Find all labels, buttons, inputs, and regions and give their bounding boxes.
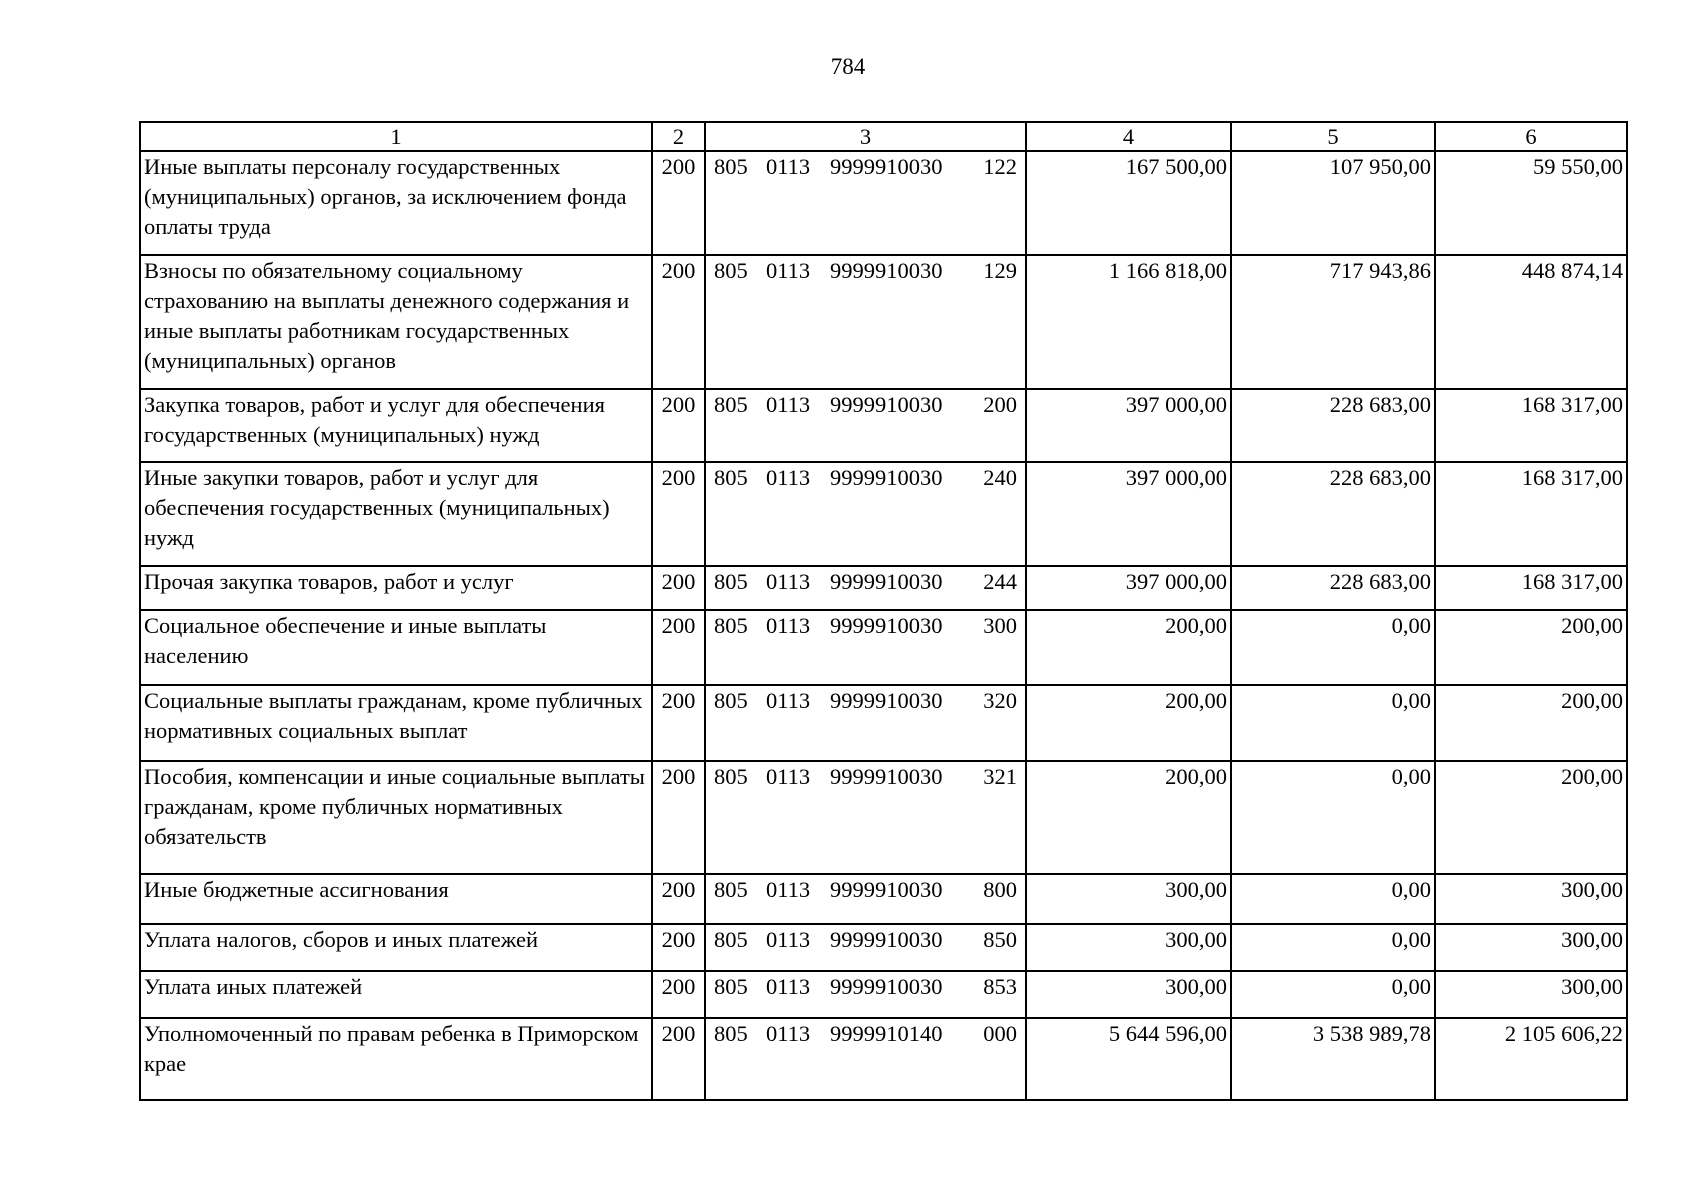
- page-number: 784: [830, 54, 866, 79]
- row-col6-amount: 200,00: [1435, 610, 1627, 685]
- row-classification-code: [705, 389, 1026, 462]
- row-col5-amount: 0,00: [1231, 924, 1435, 971]
- row-col5-amount: 228 683,00: [1231, 389, 1435, 462]
- row-classification-code: [705, 761, 1026, 874]
- code-part: 9999910030: [830, 974, 943, 999]
- row-group-code: 200: [652, 971, 705, 1018]
- code-part: 9999910030: [830, 877, 943, 902]
- row-classification-code: [705, 685, 1026, 761]
- code-part: 9999910140: [830, 1021, 943, 1046]
- code-part: 805: [714, 688, 748, 713]
- row-col4-amount: 200,00: [1026, 685, 1231, 761]
- row-group-code: 200: [652, 462, 705, 566]
- code-part: 805: [714, 465, 748, 490]
- row-name: Взносы по обязательному социальному страхованию на выплаты денежного содержания и иные выплаты работникам государственных (муниципальных) органов: [140, 255, 652, 389]
- code-part: 805: [714, 392, 748, 417]
- row-col5-amount: 228 683,00: [1231, 566, 1435, 610]
- code-part: 0113: [766, 392, 811, 417]
- row-group-code: 200: [652, 685, 705, 761]
- row-col4-amount: 5 644 596,00: [1026, 1018, 1231, 1100]
- row-group-code: 200: [652, 761, 705, 874]
- row-group-code: 200: [652, 151, 705, 255]
- code-part: 321: [983, 764, 1017, 789]
- row-classification-code: [705, 566, 1026, 610]
- row-col6-amount: 168 317,00: [1435, 389, 1627, 462]
- table-row: [140, 685, 1627, 761]
- table-row: [140, 610, 1627, 685]
- row-col6-amount: 2 105 606,22: [1435, 1018, 1627, 1100]
- table-row: [140, 1018, 1627, 1100]
- row-name: Уплата иных платежей: [140, 971, 652, 1018]
- code-part: 129: [983, 258, 1017, 283]
- table-row: [140, 761, 1627, 874]
- row-col6-amount: 448 874,14: [1435, 255, 1627, 389]
- row-classification-code: [705, 462, 1026, 566]
- code-part: 0113: [766, 877, 811, 902]
- code-part: 9999910030: [830, 927, 943, 952]
- row-col6-amount: 59 550,00: [1435, 151, 1627, 255]
- row-name: Иные выплаты персоналу государственных (муниципальных) органов, за исключением фонда оплаты труда: [140, 151, 652, 255]
- row-name: Социальные выплаты гражданам, кроме публичных нормативных социальных выплат: [140, 685, 652, 761]
- code-part: 9999910030: [830, 392, 943, 417]
- code-part: 320: [983, 688, 1017, 713]
- code-part: 0113: [766, 688, 811, 713]
- row-col5-amount: 228 683,00: [1231, 462, 1435, 566]
- row-classification-code: [705, 924, 1026, 971]
- row-col6-amount: 168 317,00: [1435, 462, 1627, 566]
- row-col4-amount: 397 000,00: [1026, 389, 1231, 462]
- code-part: 9999910030: [830, 154, 943, 179]
- code-part: 9999910030: [830, 569, 943, 594]
- row-group-code: 200: [652, 566, 705, 610]
- table-row: [140, 151, 1627, 255]
- row-col4-amount: 300,00: [1026, 971, 1231, 1018]
- header-col-1: 1: [140, 122, 652, 151]
- row-name: Закупка товаров, работ и услуг для обеспечения государственных (муниципальных) нужд: [140, 389, 652, 462]
- code-part: 300: [983, 613, 1017, 638]
- code-part: 9999910030: [830, 258, 943, 283]
- code-part: 853: [983, 974, 1017, 999]
- row-col4-amount: 1 166 818,00: [1026, 255, 1231, 389]
- row-classification-code: [705, 610, 1026, 685]
- code-part: 805: [714, 764, 748, 789]
- code-part: 9999910030: [830, 764, 943, 789]
- row-col6-amount: 300,00: [1435, 924, 1627, 971]
- row-col6-amount: 300,00: [1435, 874, 1627, 924]
- row-col4-amount: 167 500,00: [1026, 151, 1231, 255]
- row-name: Прочая закупка товаров, работ и услуг: [140, 566, 652, 610]
- row-col4-amount: 397 000,00: [1026, 566, 1231, 610]
- row-group-code: 200: [652, 255, 705, 389]
- header-col-2: 2: [652, 122, 705, 151]
- table-row: [140, 874, 1627, 924]
- code-part: 805: [714, 569, 748, 594]
- row-name: Пособия, компенсации и иные социальные выплаты гражданам, кроме публичных нормативных обязательств: [140, 761, 652, 874]
- row-name: Социальное обеспечение и иные выплаты населению: [140, 610, 652, 685]
- row-classification-code: [705, 971, 1026, 1018]
- code-part: 240: [983, 465, 1017, 490]
- code-part: 805: [714, 877, 748, 902]
- code-part: 0113: [766, 258, 811, 283]
- row-col6-amount: 200,00: [1435, 685, 1627, 761]
- code-part: 805: [714, 154, 748, 179]
- row-col5-amount: 717 943,86: [1231, 255, 1435, 389]
- row-col5-amount: 0,00: [1231, 874, 1435, 924]
- row-col5-amount: 0,00: [1231, 761, 1435, 874]
- header-col-5: 5: [1231, 122, 1435, 151]
- code-part: 850: [983, 927, 1017, 952]
- code-part: 9999910030: [830, 688, 943, 713]
- table-row: [140, 566, 1627, 610]
- row-classification-code: [705, 874, 1026, 924]
- header-row: [140, 122, 1627, 151]
- code-part: 805: [714, 613, 748, 638]
- row-group-code: 200: [652, 1018, 705, 1100]
- code-part: 0113: [766, 569, 811, 594]
- row-classification-code: [705, 255, 1026, 389]
- row-col6-amount: 168 317,00: [1435, 566, 1627, 610]
- header-col-6: 6: [1435, 122, 1627, 151]
- row-col4-amount: 300,00: [1026, 874, 1231, 924]
- code-part: 0113: [766, 764, 811, 789]
- code-part: 805: [714, 258, 748, 283]
- row-group-code: 200: [652, 389, 705, 462]
- code-part: 0113: [766, 927, 811, 952]
- code-part: 0113: [766, 613, 811, 638]
- row-name: Уполномоченный по правам ребенка в Приморском крае: [140, 1018, 652, 1100]
- table-row: [140, 924, 1627, 971]
- row-classification-code: [705, 151, 1026, 255]
- row-classification-code: [705, 1018, 1026, 1100]
- code-part: 244: [983, 569, 1017, 594]
- header-col-4: 4: [1026, 122, 1231, 151]
- row-col6-amount: 300,00: [1435, 971, 1627, 1018]
- code-part: 805: [714, 927, 748, 952]
- row-col4-amount: 200,00: [1026, 610, 1231, 685]
- code-part: 0113: [766, 465, 811, 490]
- row-name: Уплата налогов, сборов и иных платежей: [140, 924, 652, 971]
- code-part: 9999910030: [830, 465, 943, 490]
- row-col5-amount: 0,00: [1231, 685, 1435, 761]
- code-part: 800: [983, 877, 1017, 902]
- table-row: [140, 255, 1627, 389]
- row-col5-amount: 107 950,00: [1231, 151, 1435, 255]
- table-row: [140, 389, 1627, 462]
- row-col5-amount: 0,00: [1231, 610, 1435, 685]
- table-row: [140, 462, 1627, 566]
- header-col-3: 3: [705, 122, 1026, 151]
- code-part: 9999910030: [830, 613, 943, 638]
- row-group-code: 200: [652, 610, 705, 685]
- row-col5-amount: 0,00: [1231, 971, 1435, 1018]
- table-row: [140, 971, 1627, 1018]
- code-part: 200: [983, 392, 1017, 417]
- row-col5-amount: 3 538 989,78: [1231, 1018, 1435, 1100]
- budget-table: [139, 121, 1628, 1101]
- row-name: Иные бюджетные ассигнования: [140, 874, 652, 924]
- row-col4-amount: 200,00: [1026, 761, 1231, 874]
- code-part: 805: [714, 1021, 748, 1046]
- row-col6-amount: 200,00: [1435, 761, 1627, 874]
- code-part: 0113: [766, 154, 811, 179]
- row-col4-amount: 300,00: [1026, 924, 1231, 971]
- row-group-code: 200: [652, 924, 705, 971]
- row-group-code: 200: [652, 874, 705, 924]
- code-part: 0113: [766, 1021, 811, 1046]
- row-name: Иные закупки товаров, работ и услуг для обеспечения государственных (муниципальных) нужд: [140, 462, 652, 566]
- row-col4-amount: 397 000,00: [1026, 462, 1231, 566]
- code-part: 805: [714, 974, 748, 999]
- code-part: 122: [983, 154, 1017, 179]
- code-part: 000: [983, 1021, 1017, 1046]
- code-part: 0113: [766, 974, 811, 999]
